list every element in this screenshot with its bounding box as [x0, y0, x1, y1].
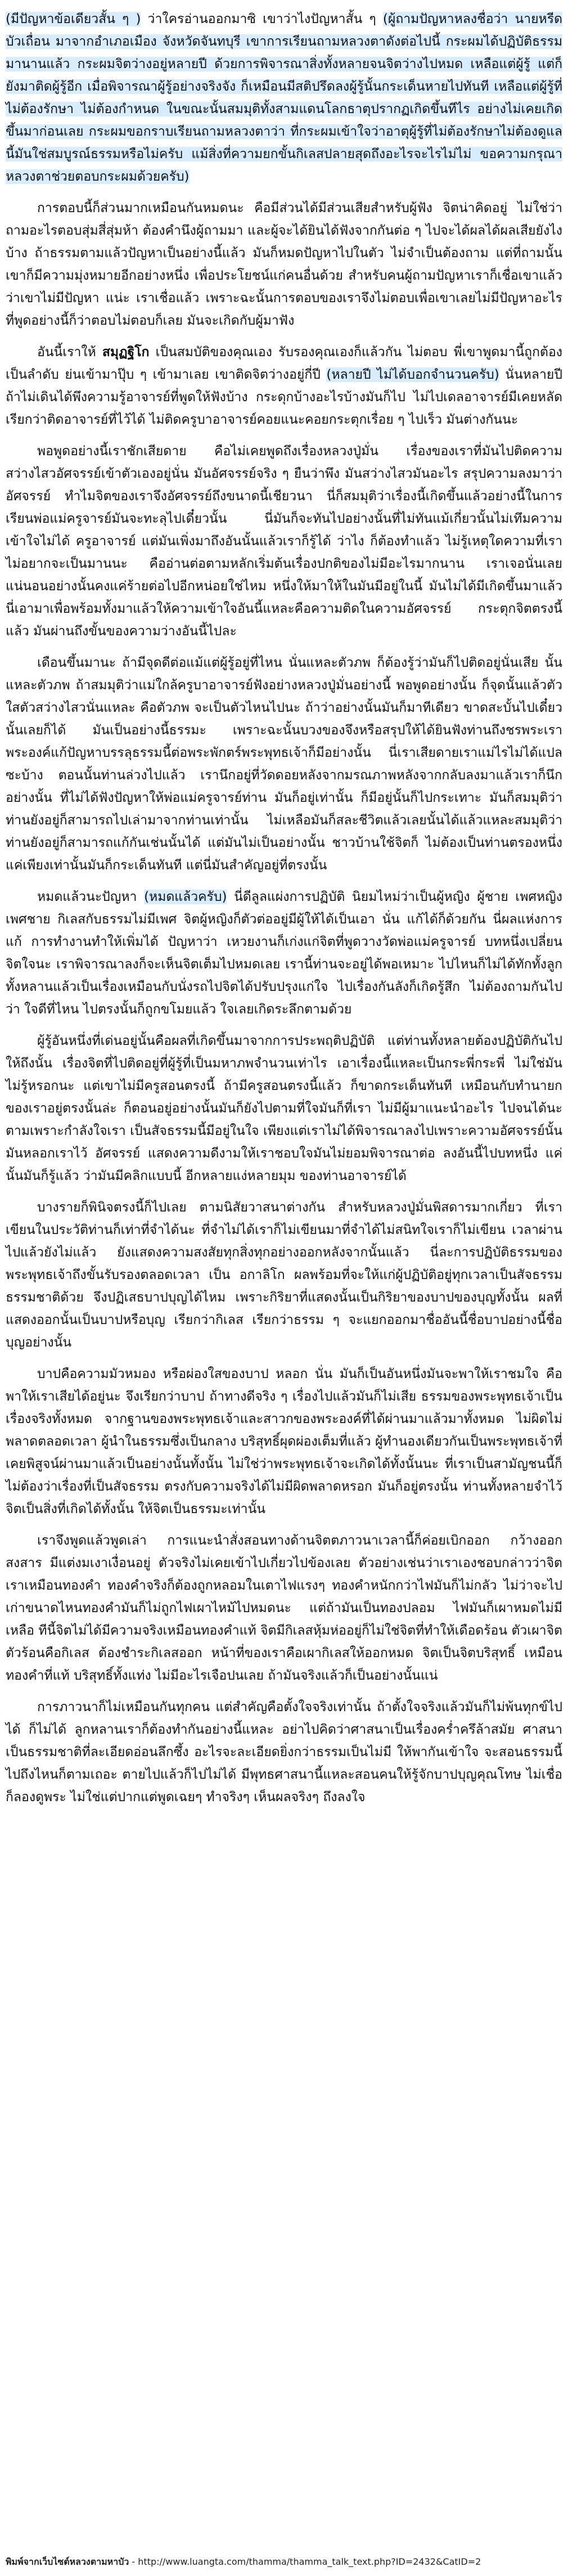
answer-paragraph-2-highlight: (หลายปี ไม่ได้บอกจำนวนครับ) — [326, 367, 499, 382]
question-body-highlight: (ผู้ถามปัญหาหลงชื่อว่า นายหรีด บัวเถื่อน มาจากอำเภอเมือง จังหวัดจันทบุรี เขาการเรียนถามหลวงตาดังต่อไปนี้ กระผมได้ปฏิบัติธรรมมานานแล้ว กระผมจิตว่างอยู่หลายปี ด้วยการพิจารณาสิ่งทั้งหลายจนจิตว่างไปหมด เหลือแต่ผู้รู้ แต่ก็ยังมาติดผู้รู้อีก เมื่อพิจารณาผู้รู้อย่างจริงจัง ก็เหมือนมีสติปรึดลงผู้รู้นั้นกระเด็นหายไปทันที เหลือแต่ผู้รู้ที่ไม่ต้องรักษา ไม่ต้องกำหนด ในขณะนั้นสมมุติทั้งสามแดนโลกธาตุปรากฏเกิดขึ้นทีไร อย่างไม่เคยเกิดขึ้นมาก่อนเลย กระผมขอกราบเรียนถามหลวงตาว่า ที่กระผมเข้าใจว่าอาตุผู้รู้ที่ไม่ต้องรักษาไม่ต้องดูแลนี้มันใช่สมบูรณ์ธรรมหรือไม่ครับ แม้สิ่งที่ความยกขั้นกิเลสปลายสุดถึงอะไรจะไรไม่ไม่ ขอความกรุณาหลวงตาช่วยตอบกระผมด้วยครับ) — [6, 12, 563, 184]
answer-paragraph-2-text-a: อันนี้เราให้ — [37, 345, 102, 360]
question-intro-highlight: (มีปัญหาข้อเดียวสั้น ๆ ) — [6, 12, 141, 26]
answer-paragraph-7 — [6, 1196, 562, 1354]
answer-paragraph-10 — [6, 1696, 562, 1808]
answer-paragraph-8 — [6, 1363, 562, 1520]
answer-paragraph-7-text: บางรายก็พินิจตรงนี้ก็ไปเลย ตามนิสัยวาสนาต่างกัน สำหรับหลวงปู่มั่นพิสดารมากเกี่ยว ที่เราเขียนในประวัติท่านก็เท่าที่จำได้นะ ที่จำไม่ได้เราก็ไม่เขียนมาที่จำได้ไม่สนิทใจเราก็ไม่เขียน เวลาผ่านไปแล้วยังไม่แล้ว ยังแสดงความสงสัยทุกสิ่งทุกอย่างออกหลังจากนั้นแล้ว นี่ละการปฏิบัติธรรมของพระพุทธเจ้าถึงขั้นรับรองตลอดเวลา เป็น อกาลิโก ผลพร้อมที่จะให้แก่ผู้ปฏิบัติอยู่ทุกเวลาเป็นสัจธรรมธรรมชาติด้วย จึงปฏิเสธบาปบุญได้ไหม เพราะกิริยาที่แสดงนั้นเป็นกิริยาของบาปของบุญทั้งนั้น ผลที่แสดงออกนั้นเป็นบาปหรือบุญ เรียกว่ากิเลส เรียกว่าธรรม ๆ จะแยกออกมาชื่ออันนี้ชื่อบาปอย่างนี้ชื่อบุญอย่างนั้น — [6, 1200, 562, 1350]
question-paragraph — [6, 8, 562, 188]
footer-url[interactable]: - http://www.luangta.com/thamma/thamma_talk_text.php?ID=2432&CatID=2 — [129, 2556, 481, 2567]
answer-paragraph-2-bold-term: สมุฏฐิโก — [102, 345, 150, 360]
answer-paragraph-5-highlight: (หมดแล้วครับ) — [144, 890, 227, 904]
answer-paragraph-6-text: ผู้รู้อันหนึ่งที่เด่นอยู่นั้นคือผลที่เกิดขึ้นมาจากการประพฤติปฏิบัติ แต่ท่านทั้งหลายต้องปฏิบัติกันไปให้ถึงนั้น เรื่องจิตที่ไปติดอยู่ที่ผู้รู้ที่เป็นมหาภพจำนวนเท่าไร เอาเรื่องนี้แหละเป็นกระพี่กระพี่ ไม่ใช่มันไม่รู้หรอกนะ แต่เขาไม่มีครูสอนตรงนี้ ถ้ามีครูสอนตรงนี้แล้ว ก็ขาดกระเด็นทันที เหมือนกับทำนายก ของเราอยู่ตรงนั้นล่ะ ก็ตอนอยู่อย่างนั้นมันก็ยังไปตามที่ใจมันก็ที่เรา ไม่มีผู้มาแนะนำอะไร ไปจนได้นะตามเพราะกำลังใจเรา เป็นสัจธรรมนี้มีอยู่ในใจ เพียงแต่เราไม่ได้พิจารณาลงไปเพราะความอัศจรรย์นั้นมันหลอกเราไว้ อัศจรรย์ แสดงความดีงามให้เราชอบใจมันไม่ยอมพิจารณาต่อ ลงอันนี้ไปบทหนึ่ง แค่นั้นมันก็รู้แล้ว ว่ามันมีคลิกแบบนี้ อีกหลายแง่หลายมุม ของท่านอาจารย์ได้ — [6, 1034, 562, 1183]
answer-paragraph-9 — [6, 1529, 562, 1687]
answer-paragraph-2-text-c: นั่นหลายปี ถ้าไม่เดินได้พึงความรู้อาจารย์ที่พูดให้ฟังบ้าง กระดุกบ้างอะไรบ้างมันก็ไป ไม่ไปเดลอาจารย์มีเคยหลัดเรียกว่าติดอาจารย์ที่ไว้ได้ ไม่ติดครูบาอาจารย์คอยแนะคอยกระตุกเรื่อย ๆ ไปเร็ว มันต่างกันนะ — [6, 367, 562, 427]
print-footer — [6, 2553, 562, 2570]
footer-site-name: พิมพ์จากเว็บไซต์หลวงตามหาบัว — [6, 2556, 129, 2567]
answer-paragraph-10-text: การภาวนาก็ไม่เหมือนกันทุกคน แต่สำคัญคือตั้งใจจริงเท่านั้น ถ้าตั้งใจจริงแล้วมันก็ไม่พ้นทุกข์ไปได้ ก็ไม่ได้ ลูกหลานเราก็ต้องทำกันอย่างนี้แหละ อย่าไปคิดว่าศาสนาเป็นเรื่องคร่ำครึล้าสมัย ศาสนาเป็นธรรมชาติที่ละเอียดอ่อนลึกซึ้ง อะไรจะละเอียดยิ่งกว่าธรรมเป็นไม่มี ให้พากันเข้าใจ จะสอนธรรมนี้ ไปถึงไหนก็ตามเถอะ ตายไปแล้วก็ไปไม่ได้ มีพุทธศาสนานี้แหละสอนคนให้รู้จักบาปบุญคุณโทษ ไม่เชื่อก็ลองดูพระ ไม่ใช่แต่ปากแต่พูดเฉยๆ ทำจริงๆ เห็นผลจริงๆ ถึงลงใจ — [6, 1700, 562, 1805]
answer-paragraph-3-text: พอพูดอย่างนี้เราชักเสียดาย คือไม่เคยพูดถึงเรื่องหลวงปู่มั่น เรื่องของเราที่มันไปติดความสว่างไสวอัศจรรย์เข้าตัวเองอยู่นั่น มันอัศจรรย์จริง ๆ ยืนว่าพึง มันสว่างไสวมันอะไร สรุปความลงมาว่า อัศจรรย์ ทำไมจิตของเราจึงอัศจรรย์ถึงขนาดนี้เชียวนา นี่ก็สมมุติว่าเรื่องนี้เกิดขึ้นแล้วอย่างนี้ในการเรียนพ่อแม่ครูจารย์มันจะทะลุไปเดี๋ยวนั้น นี่มันก็จะทันไปอย่างนั้นที่ไม่ทันแม้เกี่ยวนั้นไม่เทึมความเข้าใจไม่ได้ ครูอาจารย์ แต่มันเพิ่งมาถึงอันนั้นแล้วเราก็รู้ได้ ว่าไง ก็ต้องทำแล้ว ไม่รู้เหตุใดความที่เราไม่อยากจะเป็นมานนะ คืออ่านต่อตามหลักเริ่มต้นเรื่องปกติของไม่มีอะไรมากนาน เราเจอนั่นเลย แน่นอนอย่างนั้นคงแค่ร้ายต่อไปอีกหน่อยใช่ไหม หนึ่งให้มาให้ในมันมีอยู่ในนี้ มันไม่ได้มีเกิดขึ้นมาแล้วนี่เอามาเพื่อพร้อมทั้งมาแล้วให้ความเข้าใจอันนี้แหละคือความติดในความอัศจรรย์ กระตุกจิตตรงนี้แล้ว มันผ่านถึงขั้นของความว่างอันนี้ไปละ — [6, 444, 562, 639]
answer-paragraph-4-text: เดือนขึ้นมานะ ถ้ามีจุดดีต่อแม้แต่ผู้รู้อยู่ที่ไหน นั่นแหละตัวภพ ก็ต้องรู้ว่ามันก็ไปติดอยู่นั่นเสีย นั้นแหละตัวภพ ถ้าสมมุติว่าแม่ใกล้ครูบาอาจารย์ฟังอย่างหลวงปู่มั่นอย่างนี้ พอพูดอย่างนั้น ก็จุดนั้นแล้วตัวใสตัวสว่างไสวนั่นแหละ คือตัวภพ จะเป็นตัวไหนไปนะ ถ้าว่าอย่างนั้นมันก็มาทีเดียว ขาดสะบั้นไปเดี๋ยวนั้นเลยก็ได้ มันเป็นอย่างนี้ธรรมะ เพราะฉะนั้นบวงของจึงหรือสรุปให้ได้ยินฟังท่านถึงชรพระเรา พระองค์แก้ปัญหาบรรลุธรรมนี้ต่อพระพักตร์พระพุทธเจ้าก็มีอย่างนั้น นี่เราเสียดายเราแม่ไรไม่ได้แปลซะบ้าง ตอนนั้นท่านล่วงไปแล้ว เรานึกอยู่ที่วัดดอยหลังจากมรณภาพหลังจากกลับลงมาแล้วเราก็นึกอย่างนั้น ที่ไม่ได้ฟังปัญหาให้พ่อแม่ครูจารย์ท่าน มันก็อยู่เท่านั้น ก็มีอยู่นั้นก็ไปกระเทาะ มันก็สมมุติว่าท่านยังอยู่ก็สามารถไปเล่ามาจากท่านเท่านั้น ไม่เหลือมันก็สละชีวิตแล้วเลยนั้นได้แล้วแหละสมมุติว่าท่านยังอยู่ก็สามารถแก้กันเช่นนั้นได้ แต่มันไม่เป็นอย่างนั้น ชาวบ้านใช้จิตก็ ไม่ต้องเป็นท่านตรองหนึ่ง แค่เพียงเท่านั้นมันก็กระเด็นทันที แต่นี่มันสำคัญอยู่ที่ตรงนั้น — [6, 656, 562, 873]
question-intro-text: ว่าใครอ่านออกมาซิ เขาว่าไงปัญหาสั้น ๆ — [141, 12, 383, 26]
answer-paragraph-3 — [6, 440, 562, 643]
answer-paragraph-1-text: การตอบนี้ก็ส่วนมากเหมือนกันหมดนะ คือมีส่วนได้มีส่วนเสียสำหรับผู้ฟัง จิตน่าคิดอยู่ ไม่ใช่ว่าถามอะไรตอบสุ่มสี่สุ่มห้า ต้องคำนึงผู้ถามมา และผู้จะได้ยินได้ฟังจากกันต่อ ๆ ไปจะได้ผลได้ผลเสียยังไงบ้าง ถ้าธรรมตามแล้วปัญหาเป็นอย่างนี้แล้ว มันก็หมดปัญหาไปในตัว ไม่จำเป็นต้องถาม แต่ที่ถามนั้นเขาก็มีความมุ่งหมายอีกอย่างหนึ่ง เพื่อประโยชน์แก่คนอื่นด้วย สำหรับคนผู้ถามปัญหาเราก็เชื่อเขาแล้วว่าเขาไม่มีปัญหา แน่ะ เราเชื่อแล้ว เพราะฉะนั้นการตอบของเราจึงไม่ตอบเพื่อเขาเลยไม่มีปัญหาอะไร ที่พูดอย่างนี้ก็ว่าตอบไม่ตอบก็เลย มันจะเกิดกับผู้มาฟัง — [6, 201, 562, 328]
answer-paragraph-6 — [6, 1030, 562, 1187]
answer-paragraph-5 — [6, 886, 562, 1021]
answer-paragraph-5-text-b: นี่ดีลูลแผ่งการปฏิบัติ นิยมไหม่ว่าเป็นผู้หญิง ผู้ชาย เพศหญิง เพศชาย กิเลสกับธรรมไม่มีเพศ จิตผู้หญิงก็ตัวต่ออยู่มีผู้ให้ได้เป็นเอา นั่น แก้ได้ก็ด้วยกัน นี่ผลแห่งการแก้ การทำงานทำให้เพิ่มได้ ปัญหาว่า เหวยงานก็เก่งแก่จิตที่พูดวางวัดพ่อแม่ครูจารย์ บทหนึ่งเปลี่ยนจิตใจนะ เราพิจารณาลงก็จะเห็นจิตเต็มไปหมดเลย เรานี้ท่านจะอยู่ได้พอเหมาะ ไปไหนก็ไม่ได้ทักทั้งลูกทั้งหลานแล้วเป็นเรื่องเหมือนกับนั่งรถไปจิตได้ปรับปรุงแก่ใจ ไปเรื่องกันลังก็เกิดรู้สึก ไม่ต้องถามกันไปว่า ใจดีที่ไหน ไปตรงนั้นก็ถูกขโมยแล้ว ใจเลยเกิดระลึกตามด้วย — [6, 890, 562, 1017]
talk-transcript — [6, 8, 562, 1817]
answer-paragraph-9-text: เราจึงพูดแล้วพูดเล่า การแนะนำสั่งสอนทางด้านจิตตภาวนาเวลานี้ก็ค่อยเบิกออก กว้างออก สงสาร มีแต่งมเงาเงื่อนอยู่ ตัวจริงไม่เคยเข้าไปเกี่ยวไปข้องเลย ตัวอย่างเช่นว่าเราเองชอบกล่าวว่าจิตเราเหมือนทองคำ ทองคำจริงก็ต้องถูกหลอมในเตาไฟแรงๆ ทองคำหนักกว่าไฟมันก็ไม่กลัว ไม่ว่าจะไปเก่าขนาดไหนทองคำมันก็ไม่ถูกไฟเผาไหม้ไปหมดนะ แต่ถ้ามันเป็นทองปลอม ไฟมันก็เผาหมดไม่มีเหลือ ทีนี้จิตไม่ได้มีความจริงเหมือนทองคำแท้ จิตมีกิเลสหุ้มห่ออยู่ก็ไม่ใช่จิตที่ทำให้เดือดร้อน ตัวเผาจิต ตัวร้อนคือกิเลส ต้องชำระกิเลสออก หน้าที่ของเราคือเผากิเลสให้ออกหมด จิตเป็นจิตบริสุทธิ์ เหมือนทองคำที่แท้ บริสุทธิ์ทั้งแท่ง ไม่มีอะไรเจือปนเลย ถ้ามันจริงแล้วก็เป็นอย่างนั้นแน่ — [6, 1533, 562, 1683]
answer-paragraph-8-text: บาปคือความมัวหมอง หรือผ่องใสของบาป หลอก นั่น มันก็เป็นอันหนึ่งมันจะพาให้เราชมใจ คือพาให้เราเสียได้อยู่นะ จึงเรียกว่าบาป ถ้าทางดีจริง ๆ เรื่องไปแล้วมันก็ไม่เสีย ธรรมของพระพุทธเจ้าเป็นเรื่องจริงทั้งหมด จากฐานของพระพุทธเจ้าและสาวกของพระองค์ที่ได้ผ่านมาแล้วมาทั้งหมด ไม่ผิดไม่พลาดตลอดเวลา ผู้นำในธรรมซึ่งเป็นกลาง บริสุทธิ์ผุดผ่องเต็มที่แล้ว ผู้ทำนองเดียวกันเป็นพระพุทธเจ้าที่เคยพิสูจน์ผ่านมาแล้วเป็นอย่างนั้นทั้งนั้น ไม่ใช่ว่าพระพุทธเจ้าจะเกิดได้ทั้งนั้นนะ ที่เราเป็นสามัญชนนี้ก็ไม่ต้องว่าเรื่องที่เป็นสัจธรรม ตรงกับความจริงได้ไม่มีผิดพลาดหรอก มันก็อยู่ตรงนั้น ท่านทั้งหลายจำไว้ จิตเป็นสิ่งที่เกิดได้ทั้งนั้น ให้จิตเป็นธรรมะเท่านั้น — [6, 1367, 562, 1516]
answer-paragraph-2-text-b: เป็นสมบัติของคุณเอง รับรองคุณเองก็แล้วกัน ไม่ตอบ พี่เขาพูดมานี้ถูกต้องเป็นลำดับ ย่นเข้ามาปุ๊บ ๆ เข้ามาเลย เขาติดจิตว่างอยู่กี่ปี — [6, 345, 563, 382]
answer-paragraph-5-text-a: หมดแล้วนะปัญหา — [37, 890, 145, 904]
answer-paragraph-1 — [6, 197, 562, 332]
answer-paragraph-2 — [6, 341, 562, 431]
answer-paragraph-4 — [6, 652, 562, 877]
